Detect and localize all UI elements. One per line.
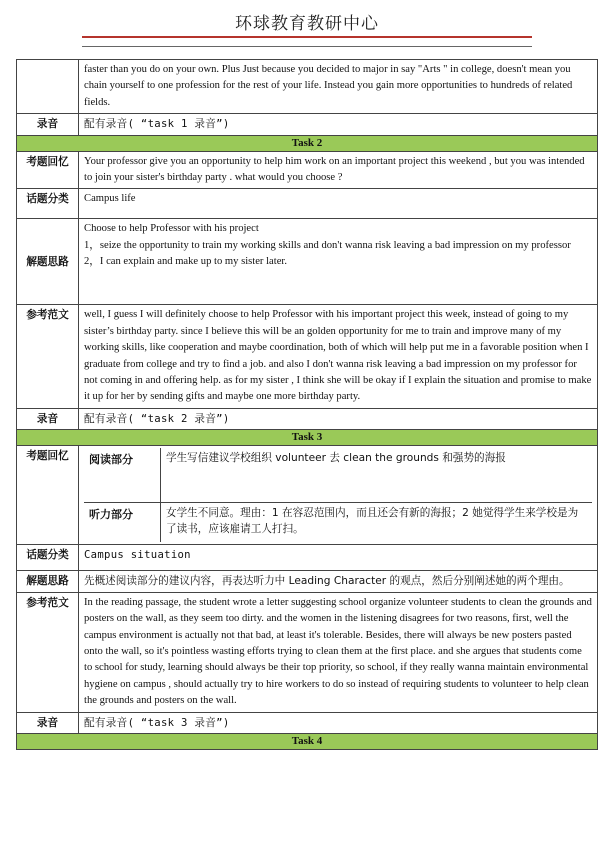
recording-label: 录音 (17, 712, 79, 733)
task3-heading-row (17, 430, 598, 446)
task1-recording-row (17, 114, 598, 135)
topic-label: 话题分类 (17, 189, 79, 219)
task3-approach-text: 先概述阅读部分的建议内容，再表达听力中 Leading Character 的观点，然后分别阐述她的两个理由。 (79, 571, 598, 592)
sample-label: 参考范文 (17, 305, 79, 408)
task3-recording-note: 配有录音( “task 3 录音”) (79, 712, 598, 733)
task2-approach-line: 1，seize the opportunity to train my working skills and don't wanna risk leaving a bad impression on my professor (84, 239, 571, 251)
topic-label: 话题分类 (17, 545, 79, 571)
task3-recall-row (17, 446, 598, 545)
sample-label: 参考范文 (17, 592, 79, 712)
approach-label: 解题思路 (17, 219, 79, 305)
recall-label: 考题回忆 (17, 446, 79, 545)
task3-listening-text: 女学生不同意。理由：1 在容忍范围内，而且还会有新的海报；2 她觉得学生来学校是为了读书，应该雇请工人打扫。 (161, 502, 593, 542)
task1-recording-note: 配有录音( “task 1 录音”) (79, 114, 598, 135)
listening-label: 听力部分 (84, 502, 161, 542)
recording-label: 录音 (17, 114, 79, 135)
task2-heading: Task 2 (17, 135, 598, 151)
task2-recall-row (17, 151, 598, 189)
task2-sample-row (17, 305, 598, 408)
task2-approach-line: 2，I can explain and make up to my sister later. (84, 256, 287, 268)
page-header (0, 0, 614, 50)
task2-recording-row (17, 408, 598, 429)
task2-approach-row (17, 219, 598, 305)
task3-sample-text: In the reading passage, the student wrote a letter suggesting school organize volunteer students to clean the grounds and posters on the wall, as they seem too dirty. and the women in the listening disagrees for two reasons, first, well the campus environment is actually not that bad, at least it's tolerable. Besides, there will always be new posters pasted onto the wall, so it's pointless wasting efforts trying to clean them at the first place. and she argues that students come to school for study, learning should always be their top priority, so school, if they really wanna maintain environmental hygiene on campus , should actually try to hire workers to do so instead of requiring students to volunteer to help clean the grounds and posters on the wall. (79, 592, 598, 712)
task2-approach-line: Choose to help Professor with his project (84, 223, 259, 235)
task2-topic-text: Campus life (79, 189, 598, 219)
task2-approach (79, 219, 598, 305)
task4-heading: Task 4 (17, 733, 598, 749)
task2-recall-text: Your professor give you an opportunity to help him work on an important project this weekend , but you was intended to join your sister's birthday party . what would you choose ? (79, 151, 598, 189)
toefl-speaking-table (16, 59, 598, 750)
reading-label: 阅读部分 (84, 448, 161, 502)
recall-label: 考题回忆 (17, 151, 79, 189)
recording-label: 录音 (17, 408, 79, 429)
task3-recording-row (17, 712, 598, 733)
task3-sample-row (17, 592, 598, 712)
task3-topic-text: Campus situation (79, 545, 598, 571)
task1-continuation-row (17, 60, 598, 114)
task3-topic-row (17, 545, 598, 571)
task3-heading: Task 3 (17, 430, 598, 446)
task2-recording-note: 配有录音( “task 2 录音”) (79, 408, 598, 429)
header-title: 环球教育教研中心 (235, 14, 379, 34)
task3-approach-row (17, 571, 598, 592)
task2-heading-row (17, 135, 598, 151)
header-rule-red (82, 36, 532, 38)
task3-recall-subtable (84, 448, 592, 542)
task3-reading-text: 学生写信建议学校组织 volunteer 去 clean the grounds 和强势的海报 (166, 452, 506, 465)
task4-heading-row (17, 733, 598, 749)
header-rule-black (82, 46, 532, 47)
task2-topic-row (17, 189, 598, 219)
task2-sample-text: well, I guess I will definitely choose to help Professor with his important project this week, instead of going to my sister’s birthday party. since I believe this will be an golden opportunity for me to train and improve many of my working skills, like cooperation and maybe coordination, both of which will help put me in a favorable position when I graduate from college and try to find a job. and also I don't wanna risk leaving a bad impression on my professor for not coming in and offering help. as for my sister , I think she will be okay if I explain the situation and promise to make it up for her by sending gifts and maybe one more birthday party. (79, 305, 598, 408)
approach-label: 解题思路 (17, 571, 79, 592)
task1-continuation-text: faster than you do on your own. Plus Just because you decided to major in say "Arts " in college, doesn't mean you chain yourself to one profession for the rest of your life. Instead you gain more opportunities to hundreds of related fields. (79, 60, 598, 114)
